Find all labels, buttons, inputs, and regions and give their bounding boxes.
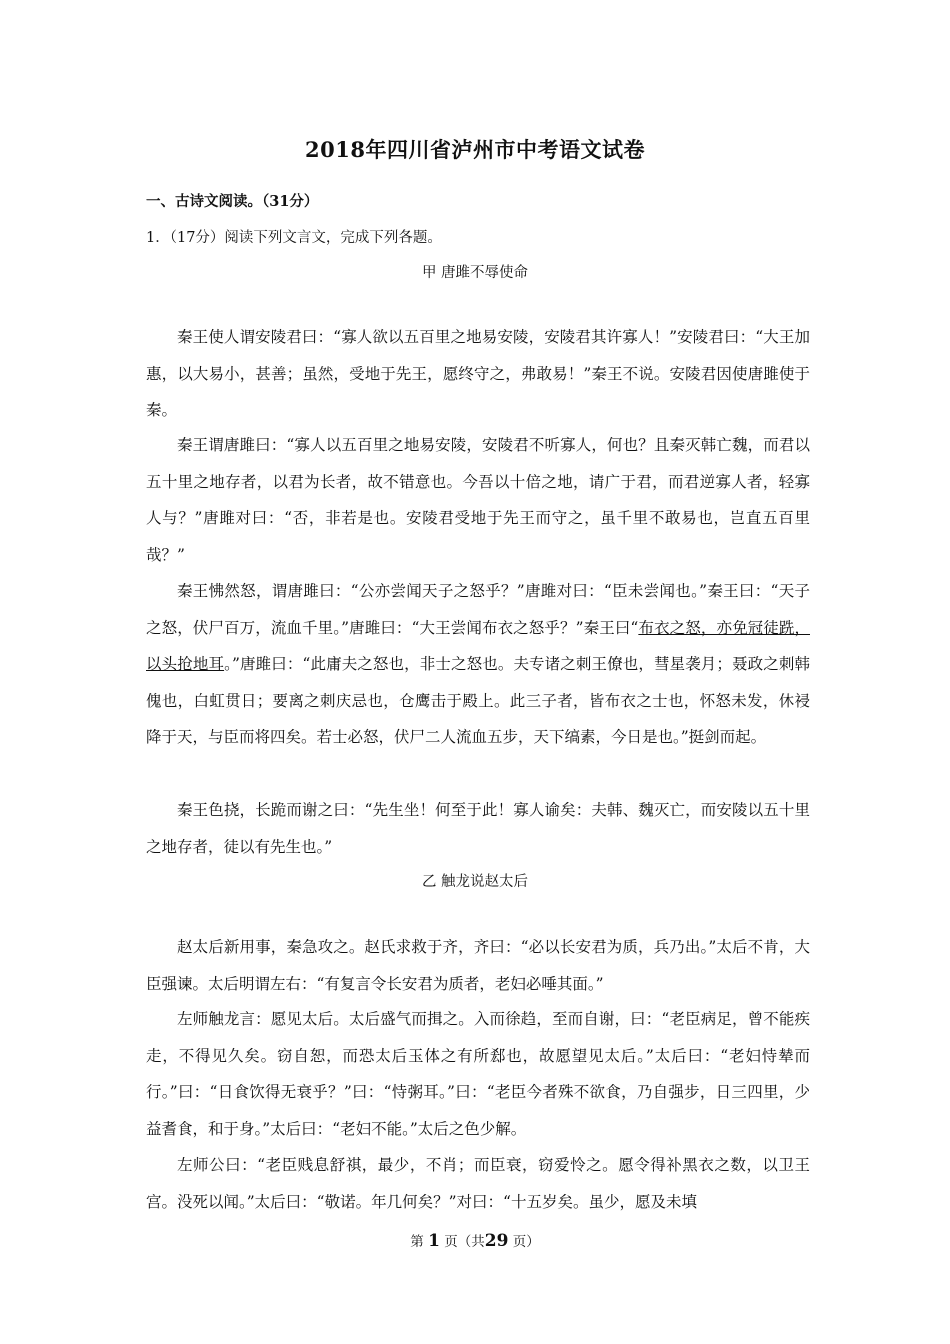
- question-label: 1．（17分）阅读下列文言文，完成下列各题。: [146, 230, 442, 246]
- section-heading: 一、古诗文阅读。（31分）: [146, 193, 319, 210]
- paragraph-text: 秦王怫然怒，谓唐雎曰：“公亦尝闻天子之怒乎？”唐雎对曰：“臣未尝闻也。”秦王曰：“天子之怒，伏尸百万，流血千里。”唐雎曰：“大王尝闻布衣之怒乎？”秦王曰“: [146, 582, 810, 637]
- page-number: 1: [428, 1231, 440, 1251]
- passage-b-heading: 乙 触龙说赵太后: [421, 874, 529, 890]
- passage-b-paragraph: 赵太后新用事，秦急攻之。赵氏求救于齐，齐曰：“必以长安君为质，兵乃出。”太后不肯，大臣强谏。太后明谓左右：“有复言令长安君为质者，老妇必唾其面。”: [146, 938, 810, 993]
- footer-suffix: 页）: [512, 1234, 540, 1250]
- passage-a-paragraph: 秦王使人谓安陵君曰：“寡人欲以五百里之地易安陵，安陵君其许寡人！”安陵君曰：“大王加惠，以大易小，甚善；虽然，受地于先王，愿终守之，弗敢易！”秦王不说。安陵君因使唐雎使于秦。: [146, 328, 810, 419]
- passage-a-paragraph-with-underline: [146, 573, 810, 756]
- footer-prefix: 第: [410, 1234, 424, 1250]
- paragraph-text: 。”唐雎曰：“此庸夫之怒也，非士之怒也。夫专诸之刺王僚也，彗星袭月；聂政之刺韩傀也，白虹贯日；要离之刺庆忌也，仓鹰击于殿上。此三子者，皆布衣之士也，怀怒未发，休祲降于天，与臣而将四矣。若士必怒，伏尸二人流血五步，天下缟素，今日是也。”挺剑而起。: [146, 655, 810, 746]
- underlined-sentence: 布衣之怒，亦免冠徒跣，以头抢地耳: [146, 618, 810, 673]
- passage-a-paragraph: 秦王谓唐雎曰：“寡人以五百里之地易安陵，安陵君不听寡人，何也？且秦灭韩亡魏，而君以五十里之地存者，以君为长者，故不错意也。今吾以十倍之地，请广于君，而君逆寡人者，轻寡人与？”唐雎对曰：“否，非若是也。安陵君受地于先王而守之，虽千里不敢易也，岂直五百里哉？”: [146, 436, 810, 564]
- document-title: 2018年四川省泸州市中考语文试卷: [305, 137, 645, 162]
- passage-b-paragraph: 左师触龙言：愿见太后。太后盛气而揖之。入而徐趋，至而自谢，曰：“老臣病足，曾不能疾走，不得见久矣。窃自恕，而恐太后玉体之有所郄也，故愿望见太后。”太后曰：“老妇恃辇而行。”曰：“日食饮得无衰乎？”曰：“恃粥耳。”曰：“老臣今者殊不欲食，乃自强步，日三四里，少益耆食，和于身。”太后曰：“老妇不能。”太后之色少解。: [146, 1010, 810, 1138]
- passage-a-heading: 甲 唐雎不辱使命: [421, 265, 529, 281]
- footer-middle: 页（共: [444, 1234, 485, 1250]
- passage-a-paragraph: 秦王色挠，长跪而谢之曰：“先生坐！何至于此！寡人谕矣：夫韩、魏灭亡，而安陵以五十里之地存者，徒以有先生也。”: [146, 801, 810, 856]
- page-footer: [0, 1230, 950, 1251]
- passage-b-paragraph: 左师公曰：“老臣贱息舒祺，最少，不肖；而臣衰，窃爱怜之。愿令得补黑衣之数，以卫王宫。没死以闻。”太后曰：“敬诺。年几何矣？”对曰：“十五岁矣。虽少，愿及未填: [146, 1156, 810, 1211]
- total-pages: 29: [484, 1231, 509, 1251]
